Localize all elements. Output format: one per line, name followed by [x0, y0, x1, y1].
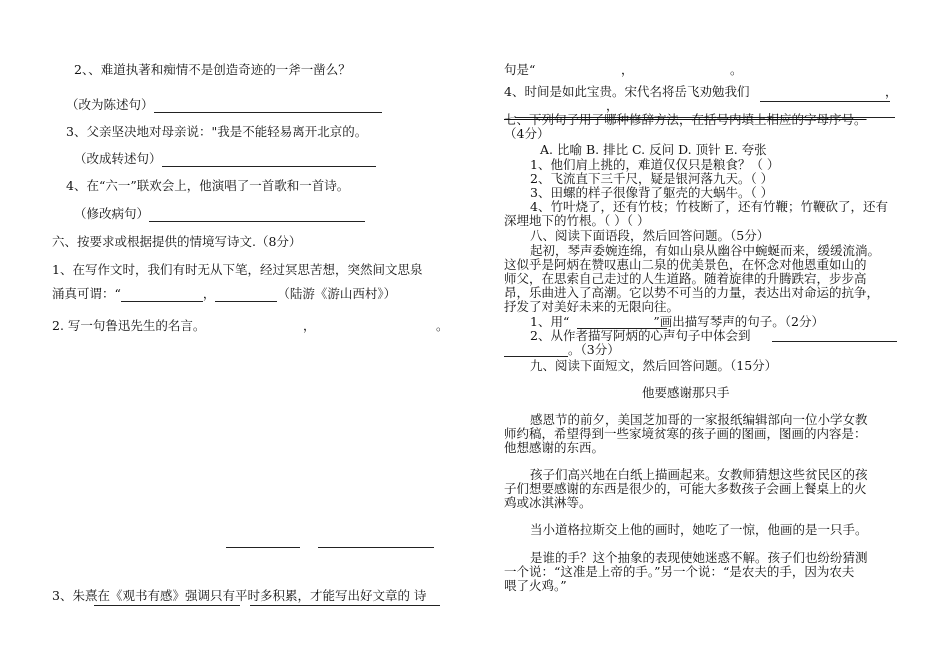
answer-line[interactable] [504, 356, 568, 357]
answer-blank[interactable] [154, 99, 382, 113]
answer-line[interactable] [772, 341, 897, 342]
story-paragraph-1-line-3: 他想感谢的东西。 [504, 440, 605, 455]
answer-blank[interactable] [121, 288, 203, 302]
story-title: 他要感谢那只手 [642, 385, 730, 400]
story-paragraph-2-line-3: 鸡或冰淇淋等。 [504, 495, 592, 510]
comma: ， [885, 84, 898, 99]
section-8-heading: 八、阅读下面语段，然后回答问题。（5分） [530, 228, 770, 243]
story-paragraph-4-line-1: 是谁的手？这个抽象的表现使她迷惑不解。孩子们也纷纷猜测 [530, 550, 868, 565]
answer-line[interactable] [318, 547, 434, 548]
answer-line[interactable] [760, 101, 890, 102]
story-paragraph-2-line-1: 孩子们高兴地在白纸上描画起来。女教师猜想这些贫民区的孩 [530, 467, 868, 482]
question-4: 4、在“六一”联欢会上，他演唱了一首歌和一首诗。 [66, 178, 350, 193]
section-8-question-2-score: 。（3分） [568, 342, 620, 357]
passage-line-3: 师父，在思索自己走过的人生道路。随着旋律的升腾跌宕，步步高 [504, 271, 867, 286]
question-2-instruction: （改为陈述句） [66, 97, 382, 113]
passage-line-5: 抒发了对美好未来的无限向往。 [504, 299, 680, 314]
question-3-instruction: （改成转述句） [74, 151, 376, 167]
section-7-question-3: 3、田螺的样子很像背了躯壳的大蜗牛。（ ） [530, 185, 774, 200]
period: 。 [436, 318, 449, 333]
question-2: 2、、难道执著和痴情不是创造奇迹的一斧一凿么？ [74, 62, 351, 77]
period: 。 [730, 62, 743, 77]
story-paragraph-2-line-2: 子们想要感谢的东西是很少的，可能大多数孩子会画上餐桌上的火 [504, 481, 867, 496]
story-paragraph-4-line-2: 一个说：“这准是上帝的手。”另一个说：“是农夫的手，因为农夫 [504, 564, 855, 579]
comma: ， [606, 98, 619, 113]
answer-line[interactable] [250, 605, 440, 606]
section-8-question-1: 1、用“ ”画出描写琴声的句子。（2分） [530, 314, 824, 329]
answer-blank[interactable] [215, 288, 277, 302]
question-3: 3、父亲坚决地对母亲说："我是不能轻易离开北京的。 [66, 124, 368, 139]
section-6-question-2: 2. 写一句鲁迅先生的名言。 [52, 318, 206, 333]
story-paragraph-1-line-1: 感恩节的前夕，美国芝加哥的一家报纸编辑部向一位小学女教 [530, 412, 868, 427]
answer-line[interactable] [94, 605, 240, 606]
section-7-question-4-line-2: 深埋地下的竹根。（ ）（ ） [504, 213, 650, 228]
answer-blank[interactable] [162, 153, 376, 167]
passage-line-4: 昂，乐曲进入了高潮。它以势不可当的力量，表达出对命运的抗争， [504, 285, 880, 300]
comma: ， [621, 62, 634, 77]
comma: ， [303, 318, 316, 333]
section-7-question-4-line-1: 4、竹叶烧了，还有竹枝；竹枝断了，还有竹鞭；竹鞭砍了，还有 [530, 199, 888, 214]
section-7-heading: 七、下列句子用了哪种修辞方法，在括号内填上相应的字母序号。 [504, 112, 867, 127]
rhetoric-options: A. 比喻 B. 排比 C. 反问 D. 顶针 E. 夸张 [540, 142, 767, 157]
section-7-score: （4分） [504, 126, 550, 141]
section-7-question-2: 2、飞流直下三千尺，疑是银河落九天。（ ） [530, 171, 774, 186]
passage-line-1: 起初，琴声委婉连绵，有如山泉从幽谷中蜿蜒而来，缓缓流淌。 [530, 243, 881, 258]
section-9-heading: 九、阅读下面短文，然后回答问题。（15分） [530, 358, 778, 373]
poem-answer-line: 句是“ [504, 62, 536, 77]
answer-blank[interactable] [149, 208, 365, 222]
story-paragraph-3: 当小道格拉斯交上他的画时，她吃了一惊，他画的是一只手。 [530, 522, 868, 537]
answer-line[interactable] [226, 547, 300, 548]
section-6-question-1-line-1: 1、在写作文时，我们有时无从下笔，经过冥思苦想，突然间文思泉 [52, 262, 423, 277]
section-8-question-2: 2、从作者描写阿炳的心声句子中体会到 [530, 328, 751, 343]
story-paragraph-4-line-3: 喂了火鸡。” [504, 578, 567, 593]
passage-line-2: 这似乎是阿炳在赞叹惠山二泉的优美景色，在怀念对他恩重如山的 [504, 257, 867, 272]
right-question-4: 4、时间是如此宝贵。宋代名将岳飞劝勉我们 [504, 84, 750, 99]
question-4-instruction: （修改病句） [74, 206, 365, 222]
section-6-question-3: 3、朱熹在《观书有感》强调只有平时多积累，才能写出好文章的 诗 [52, 588, 427, 603]
section-6-heading: 六、按要求或根据提供的情境写诗文.（8分） [52, 234, 302, 249]
story-paragraph-1-line-2: 师约稿，希望得到一些家境贫寒的孩子画的图画，图画的内容是： [504, 426, 867, 441]
section-7-question-1: 1、他们肩上挑的，难道仅仅只是粮食？（ ） [530, 157, 780, 172]
section-6-question-1-line-2: 涌真可谓：“ ， （陆游《游山西村》） [52, 286, 397, 301]
right-column [475, 0, 950, 671]
